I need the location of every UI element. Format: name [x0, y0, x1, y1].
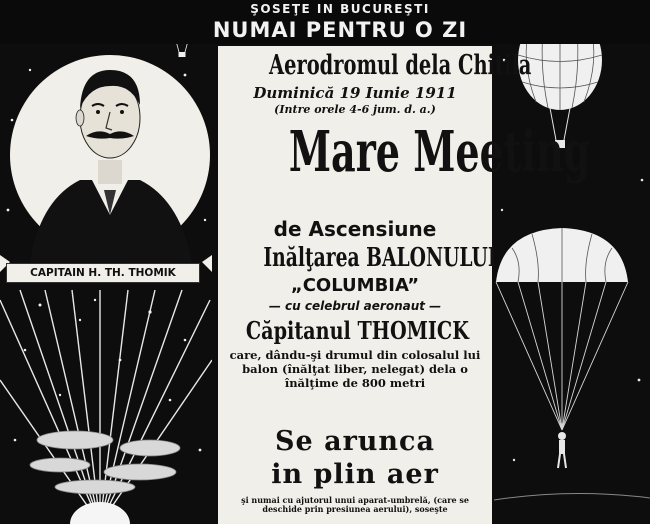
jump-line-2: in plin aer [271, 459, 439, 490]
header-title: NUMAI PENTRU O ZI [212, 18, 468, 42]
aeronaut-intro: — cu celebrul aeronaut — [268, 299, 442, 313]
header-location: ŞOSEŢE IN BUCUREŞTI [250, 2, 430, 16]
header-band [0, 0, 650, 44]
footer-text: şi numai cu ajutorul unui aparat-umbrelă, (care se deschide prin presiunea aerului), soseşte [241, 495, 469, 514]
body-text: care, dându-şi drumul din colosalul lui balon (înălţat liber, nelegat) dela o înălţime de 800 metri [229, 348, 481, 390]
balloon-name: „COLUMBIA” [290, 275, 420, 296]
left-panel [0, 0, 212, 524]
event-date: Duminică 19 Iunie 1911 [253, 84, 457, 102]
headline: Mare Meeting [288, 119, 591, 185]
portrait-caption: CAPITAIN H. TH. THOMIK [6, 263, 200, 283]
left-illustration [0, 0, 212, 524]
ascent-title: Inălţarea BALONULUI [263, 243, 497, 273]
announcement-panel [218, 46, 591, 524]
event-hours: (Intre orele 4-6 jum. d. a.) [274, 103, 436, 116]
jump-line-1: Se arunca [275, 426, 435, 457]
captain-name: Căpitanul THOMICK [245, 316, 469, 345]
subheadline: de Ascensiune [273, 217, 437, 241]
venue-title: Aerodromul dela Chitila [269, 50, 532, 81]
